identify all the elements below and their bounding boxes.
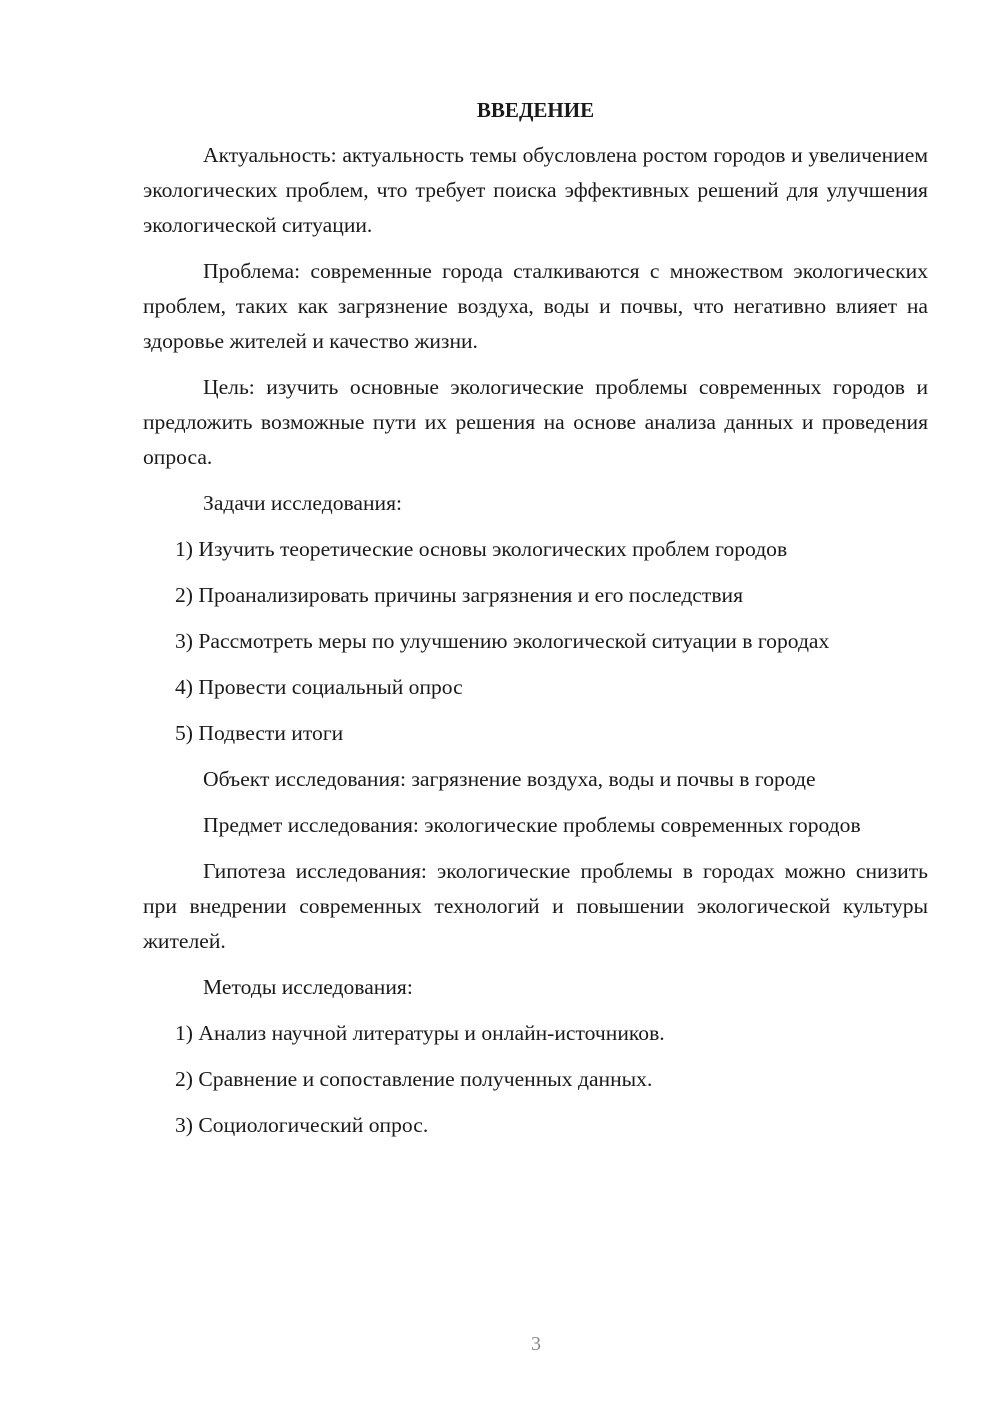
object-paragraph: Объект исследования: загрязнение воздуха, воды и почвы в городе — [203, 767, 816, 791]
section-title: ВВЕДЕНИЕ — [476, 98, 595, 122]
relevance-paragraph: Актуальность: актуальность темы обусловлена ростом городов и увеличением экологических проблем, что требует поиска эффективных решений для улучшения экологической ситуации. — [143, 143, 928, 237]
subject-paragraph: Предмет исследования: экологические проблемы современных городов — [203, 813, 861, 837]
task-item: 2) Проанализировать причины загрязнения и его последствия — [175, 583, 744, 607]
task-item: 5) Подвести итоги — [175, 721, 344, 745]
tasks-heading: Задачи исследования: — [203, 491, 403, 515]
goal-paragraph: Цель: изучить основные экологические проблемы современных городов и предложить возможные пути их решения на основе анализа данных и проведения опроса. — [143, 375, 928, 469]
page-content — [143, 94, 928, 1154]
task-item: 3) Рассмотреть меры по улучшению экологической ситуации в городах — [175, 629, 830, 653]
method-item: 3) Социологический опрос. — [175, 1113, 429, 1137]
method-item: 2) Сравнение и сопоставление полученных данных. — [175, 1067, 653, 1091]
problem-paragraph: Проблема: современные города сталкиваются с множеством экологических проблем, таких как загрязнение воздуха, воды и почвы, что негативно влияет на здоровье жителей и качество жизни. — [143, 259, 928, 353]
task-item: 4) Провести социальный опрос — [175, 675, 463, 699]
method-item: 1) Анализ научной литературы и онлайн-источников. — [175, 1021, 665, 1045]
hypothesis-paragraph: Гипотеза исследования: экологические проблемы в городах можно снизить при внедрении современных технологий и повышении экологической культуры жителей. — [143, 859, 928, 953]
task-item: 1) Изучить теоретические основы экологических проблем городов — [175, 537, 788, 561]
methods-heading: Методы исследования: — [203, 975, 413, 999]
page-number: 3 — [531, 1333, 541, 1355]
